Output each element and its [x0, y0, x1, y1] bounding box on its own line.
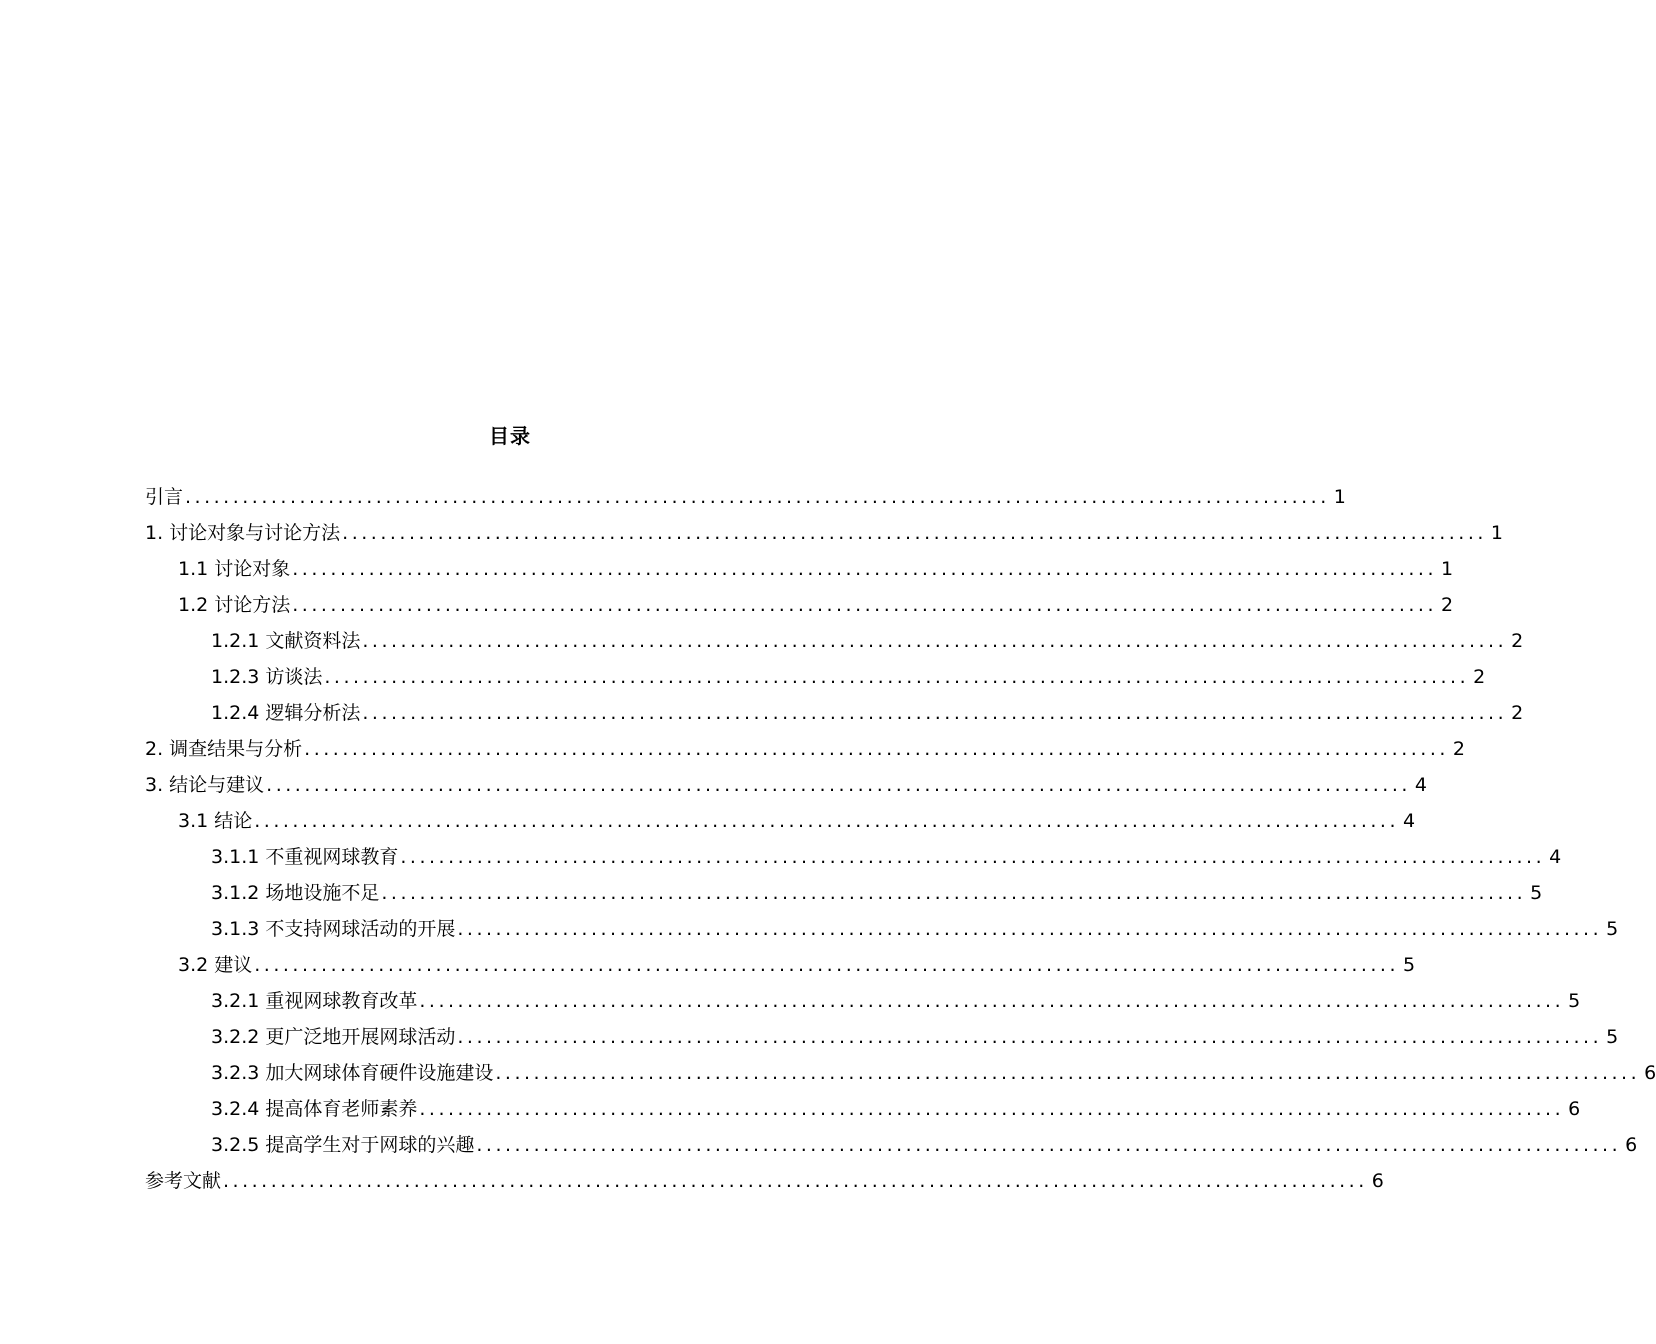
- toc-entry-label: 3. 结论与建议: [145, 774, 265, 796]
- toc-dot-leader: ........................................................................................................................: [304, 738, 1449, 760]
- toc-entry-page-number: 5: [1606, 1026, 1619, 1048]
- toc-entry-page-number: 2: [1511, 630, 1524, 652]
- toc-dot-leader: ........................................................................................................................: [400, 846, 1546, 868]
- toc-entry[interactable]: [145, 767, 1428, 803]
- toc-entry[interactable]: [145, 515, 1504, 551]
- toc-entry-label: 3.2.3 加大网球体育硬件设施建设: [211, 1062, 494, 1084]
- toc-entry-label: 1.2.4 逻辑分析法: [211, 702, 361, 724]
- toc-dot-leader: ........................................................................................................................: [185, 486, 1330, 508]
- toc-entry-page-number: 2: [1452, 738, 1466, 760]
- toc-entry[interactable]: [145, 1091, 1581, 1127]
- toc-entry[interactable]: [145, 479, 1346, 515]
- table-of-contents: [145, 479, 1656, 1199]
- toc-entry[interactable]: [145, 587, 1454, 623]
- toc-entry-page-number: 6: [1568, 1098, 1581, 1120]
- toc-entry-page-number: 2: [1511, 702, 1524, 724]
- toc-dot-leader: ........................................................................................................................: [342, 522, 1487, 544]
- toc-dot-leader: ........................................................................................................................: [457, 918, 1603, 940]
- toc-dot-leader: ........................................................................................................................: [254, 810, 1400, 832]
- toc-entry-label: 3.2.2 更广泛地开展网球活动: [211, 1026, 456, 1048]
- toc-entry-label: 3.2 建议: [178, 954, 253, 976]
- toc-entry-label: 3.1.2 场地设施不足: [211, 882, 380, 904]
- toc-entry-page-number: 6: [1644, 1062, 1656, 1084]
- toc-dot-leader: ........................................................................................................................: [254, 954, 1400, 976]
- toc-entry-page-number: 4: [1414, 774, 1428, 796]
- toc-entry-label: 3.2.1 重视网球教育改革: [211, 990, 418, 1012]
- toc-dot-leader: ........................................................................................................................: [324, 666, 1470, 688]
- toc-entry-label: 3.1.3 不支持网球活动的开展: [211, 918, 456, 940]
- toc-entry-label: 3.2.4 提高体育老师素养: [211, 1098, 418, 1120]
- toc-title: 目录: [489, 424, 531, 448]
- toc-entry-label: 1. 讨论对象与讨论方法: [145, 522, 341, 544]
- toc-entry-label: 1.2 讨论方法: [178, 594, 291, 616]
- toc-entry[interactable]: [145, 731, 1466, 767]
- toc-entry-page-number: 1: [1333, 486, 1346, 508]
- toc-entry-page-number: 5: [1530, 882, 1543, 904]
- toc-entry[interactable]: [145, 659, 1486, 695]
- toc-entry-label: 参考文献: [145, 1170, 222, 1192]
- toc-entry-page-number: 4: [1403, 810, 1416, 832]
- toc-dot-leader: ........................................................................................................................: [292, 558, 1438, 580]
- toc-entry[interactable]: [145, 983, 1581, 1019]
- toc-dot-leader: ........................................................................................................................: [362, 630, 1508, 652]
- toc-entry-page-number: 2: [1441, 594, 1454, 616]
- toc-entry-page-number: 4: [1549, 846, 1562, 868]
- toc-entry-page-number: 2: [1473, 666, 1486, 688]
- toc-entry[interactable]: [145, 875, 1543, 911]
- toc-dot-leader: ........................................................................................................................: [419, 1098, 1565, 1120]
- toc-entry-page-number: 5: [1568, 990, 1581, 1012]
- toc-entry-page-number: 1: [1441, 558, 1454, 580]
- toc-entry-page-number: 5: [1403, 954, 1416, 976]
- toc-entry-label: 引言: [145, 486, 184, 508]
- toc-entry[interactable]: [145, 1019, 1619, 1055]
- toc-entry[interactable]: [145, 803, 1416, 839]
- toc-dot-leader: ........................................................................................................................: [457, 1026, 1603, 1048]
- toc-dot-leader: ........................................................................................................................: [362, 702, 1508, 724]
- toc-entry[interactable]: [145, 623, 1524, 659]
- toc-dot-leader: ........................................................................................................................: [266, 774, 1411, 796]
- toc-entry-label: 2. 调查结果与分析: [145, 738, 303, 760]
- toc-entry-label: 1.1 讨论对象: [178, 558, 291, 580]
- toc-entry[interactable]: [145, 911, 1619, 947]
- toc-entry-page-number: 1: [1490, 522, 1504, 544]
- toc-dot-leader: ........................................................................................................................: [292, 594, 1438, 616]
- toc-entry-page-number: 5: [1606, 918, 1619, 940]
- toc-entry[interactable]: [145, 839, 1562, 875]
- toc-dot-leader: ........................................................................................................................: [495, 1062, 1641, 1084]
- toc-entry[interactable]: [145, 551, 1454, 587]
- toc-dot-leader: ........................................................................................................................: [419, 990, 1565, 1012]
- toc-entry[interactable]: [145, 1055, 1656, 1091]
- toc-entry-page-number: 6: [1371, 1170, 1384, 1192]
- toc-entry[interactable]: [145, 947, 1416, 983]
- toc-dot-leader: ........................................................................................................................: [381, 882, 1527, 904]
- toc-entry[interactable]: [145, 1127, 1638, 1163]
- toc-entry-label: 3.1 结论: [178, 810, 253, 832]
- toc-entry[interactable]: [145, 1163, 1384, 1199]
- toc-entry-label: 3.1.1 不重视网球教育: [211, 846, 399, 868]
- toc-entry[interactable]: [145, 695, 1524, 731]
- toc-dot-leader: ........................................................................................................................: [223, 1170, 1368, 1192]
- toc-entry-label: 3.2.5 提高学生对于网球的兴趣: [211, 1134, 475, 1156]
- toc-entry-label: 1.2.3 访谈法: [211, 666, 323, 688]
- toc-entry-page-number: 6: [1625, 1134, 1638, 1156]
- toc-entry-label: 1.2.1 文献资料法: [211, 630, 361, 652]
- toc-dot-leader: ........................................................................................................................: [476, 1134, 1622, 1156]
